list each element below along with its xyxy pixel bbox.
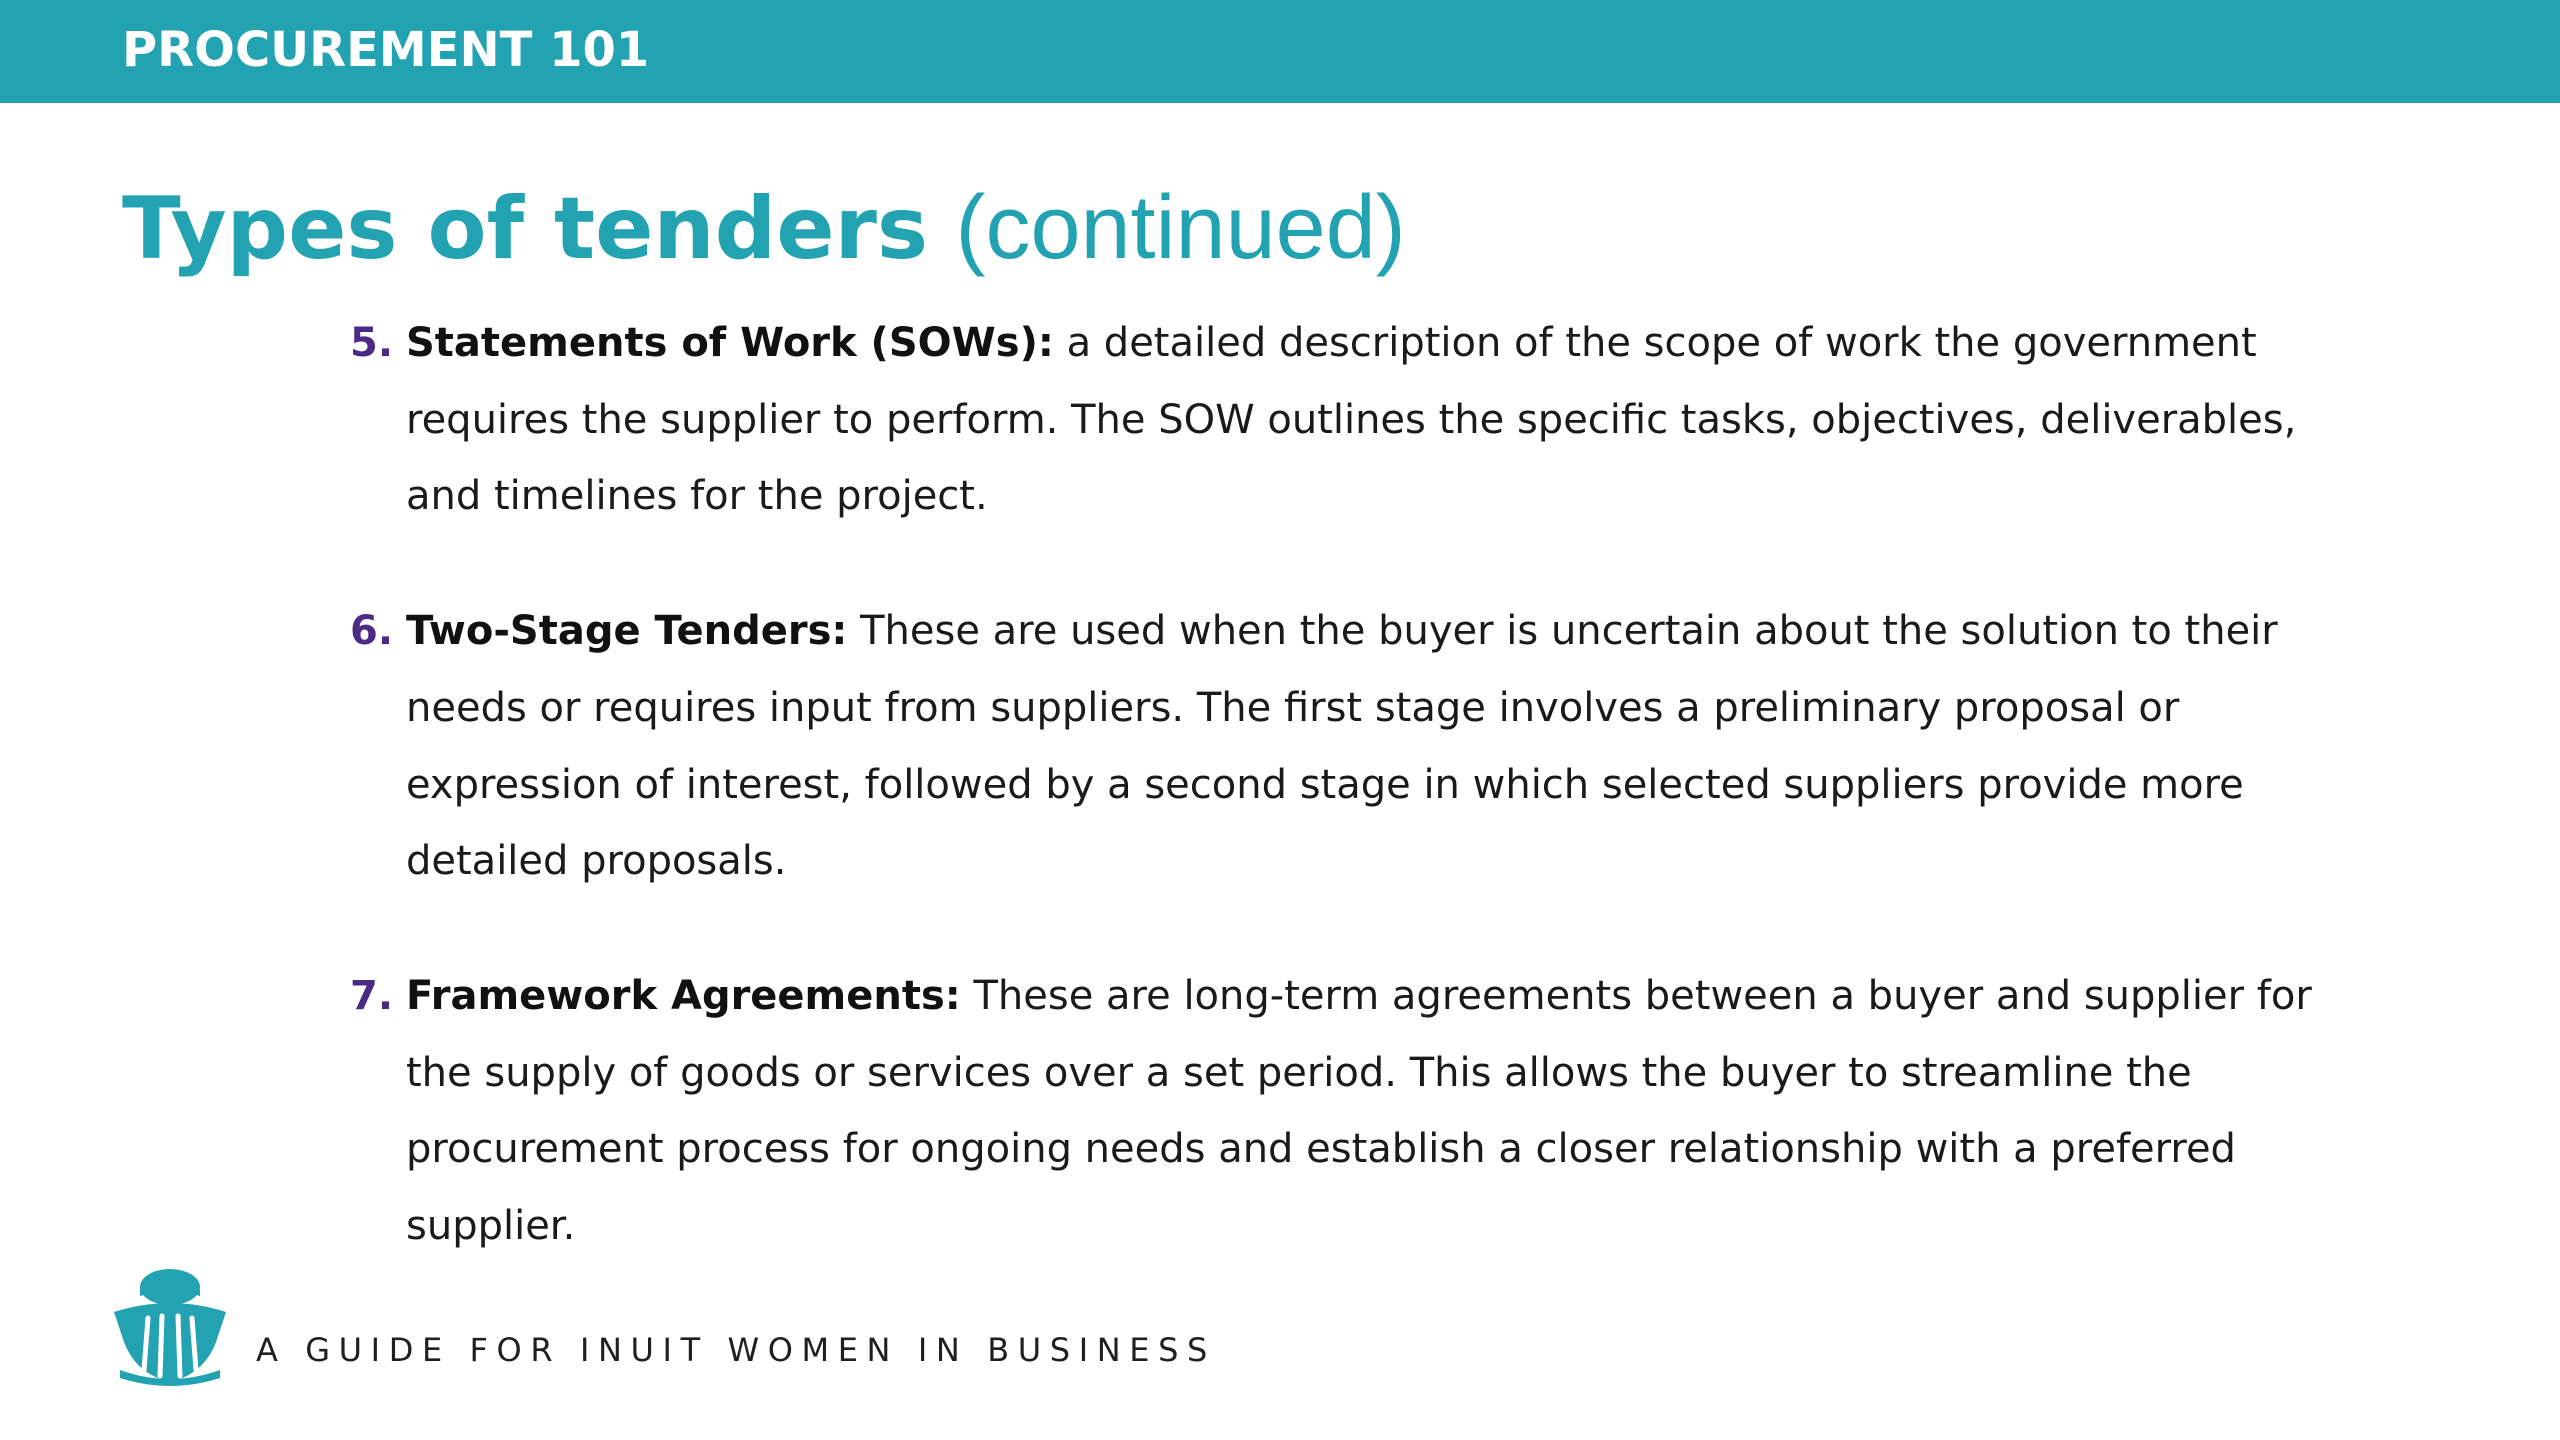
item-number: 5. — [350, 320, 394, 366]
item-number: 7. — [350, 972, 394, 1019]
item-term: Statements of Work (SOWs): — [406, 320, 1054, 366]
banner-title: PROCUREMENT 101 — [122, 22, 650, 78]
item-description: These are long-term agreements between a buyer and supplier for the supply of goods or services over a set period. This allows the buyer to streamline the procurement process for ongoing needs and establish a closer relationship with a preferred supplier. — [406, 972, 2312, 1250]
tender-types-list — [350, 305, 2350, 1323]
list-item-framework-agreements — [350, 958, 2350, 1265]
slide-title — [122, 178, 1406, 279]
ulu-woman-logo-icon — [104, 1266, 236, 1386]
item-term: Two-Stage Tenders: — [406, 608, 848, 655]
header-banner — [0, 0, 2560, 103]
slide-title-bold: Types of tenders — [122, 179, 929, 279]
list-item-sows — [350, 305, 2350, 535]
item-term: Framework Agreements: — [406, 972, 961, 1019]
footer-tagline: A GUIDE FOR INUIT WOMEN IN BUSINESS — [256, 1331, 1216, 1369]
item-description: a detailed description of the scope of work the government requires the supplier to perform. The SOW outlines the specific tasks, objectives, deliverables, and timelines for the project. — [406, 320, 2297, 520]
list-item-two-stage-tenders — [350, 593, 2350, 900]
item-number: 6. — [350, 608, 394, 655]
slide-title-light: (continued) — [955, 178, 1406, 278]
item-description: These are used when the buyer is uncertain about the solution to their needs or requires input from suppliers. The first stage involves a preliminary proposal or expression of interest, followed by a second stage in which selected suppliers provide more detailed proposals. — [406, 608, 2278, 885]
